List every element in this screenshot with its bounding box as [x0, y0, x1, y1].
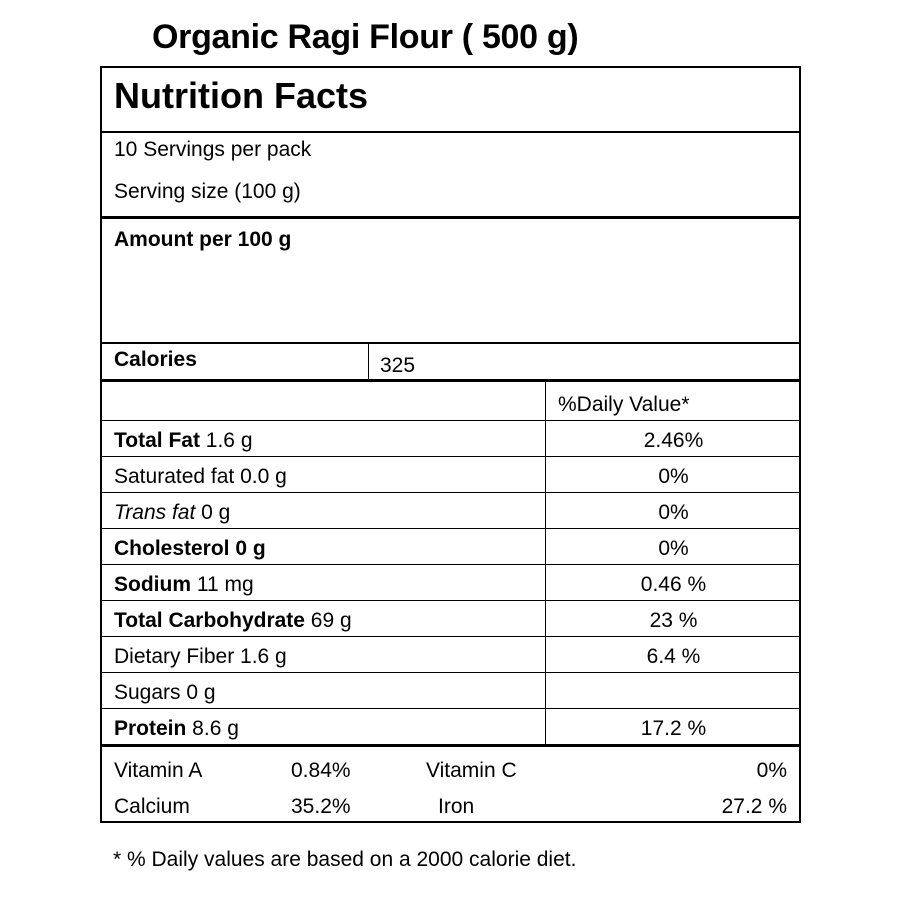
nutrient-trans-fat: [114, 500, 230, 526]
nutrient-amount: 8.6 g: [186, 717, 239, 740]
nutrient-name: Dietary Fiber 1.6 g: [114, 645, 287, 668]
nutrient-cholesterol: [114, 536, 266, 562]
calories-value: 325: [380, 354, 416, 377]
dv-total-carbohydrate: 23 %: [649, 609, 698, 632]
dv-sodium: 0.46 %: [640, 573, 707, 596]
divider: [102, 492, 799, 493]
dv-trans-fat: 0%: [658, 501, 689, 524]
servings-per-pack: 10 Servings per pack: [114, 138, 312, 161]
nutrient-name: Trans fat: [114, 501, 196, 524]
divider: [102, 420, 799, 421]
footnote: * % Daily values are based on a 2000 calorie diet.: [113, 848, 577, 871]
divider: [102, 672, 799, 673]
serving-size: Serving size (100 g): [114, 180, 301, 203]
dv-saturated-fat: 0%: [658, 465, 689, 488]
nutrient-amount: 0 g: [195, 501, 231, 524]
divider: [102, 564, 799, 565]
product-title: Organic Ragi Flour ( 500 g): [152, 18, 579, 56]
nutrient-name: Total Carbohydrate: [114, 609, 305, 632]
dv-cholesterol: 0%: [658, 537, 689, 560]
nutrient-total-fat: [114, 428, 253, 454]
nutrient-dietary-fiber: [114, 644, 287, 670]
dv-column-divider: [545, 381, 546, 745]
iron-label: Iron: [438, 795, 475, 818]
calories-divider: [368, 342, 369, 380]
divider: [102, 528, 799, 529]
divider: [102, 342, 799, 344]
nutrient-name: Total Fat: [114, 429, 200, 452]
dv-protein: 17.2 %: [640, 717, 707, 740]
nutrition-facts-label: [100, 66, 801, 823]
nutrient-total-carbohydrate: [114, 608, 352, 634]
dv-total-fat: 2.46%: [643, 429, 704, 452]
nutrient-amount: 11 mg: [191, 573, 254, 596]
divider-thick: [102, 744, 799, 747]
nutrient-name: Sodium: [114, 573, 191, 596]
dv-dietary-fiber: 6.4 %: [646, 645, 701, 668]
nutrient-amount: 1.6 g: [199, 429, 253, 452]
amount-per-heading: Amount per 100 g: [114, 228, 292, 251]
nutrient-name: Sugars 0 g: [114, 681, 216, 704]
nutrient-name: Cholesterol 0 g: [114, 537, 266, 560]
calcium-value: 35.2%: [291, 795, 351, 818]
nutrient-name: Saturated fat 0.0 g: [114, 465, 287, 488]
daily-value-header: %Daily Value*: [558, 393, 690, 416]
vitamin-a-value: 0.84%: [291, 759, 351, 782]
nutrient-sodium: [114, 572, 254, 598]
divider: [102, 708, 799, 709]
divider: [102, 600, 799, 601]
vitamin-a-label: Vitamin A: [114, 759, 203, 782]
calories-label: Calories: [114, 348, 197, 371]
divider-thick: [102, 379, 799, 382]
vitamin-c-label: Vitamin C: [426, 759, 517, 782]
nutrition-facts-heading: Nutrition Facts: [114, 75, 369, 116]
vitamin-c-value: 0%: [756, 759, 787, 782]
nutrient-name: Protein: [114, 717, 187, 740]
divider-thick: [102, 216, 799, 219]
nutrient-amount: 69 g: [304, 609, 352, 632]
divider: [102, 636, 799, 637]
nutrient-sugars: [114, 680, 216, 706]
iron-value: 27.2 %: [721, 795, 787, 818]
divider: [102, 456, 799, 457]
divider: [102, 131, 799, 133]
calcium-label: Calcium: [114, 795, 190, 818]
nutrient-saturated-fat: [114, 464, 287, 490]
nutrient-protein: [114, 716, 239, 742]
